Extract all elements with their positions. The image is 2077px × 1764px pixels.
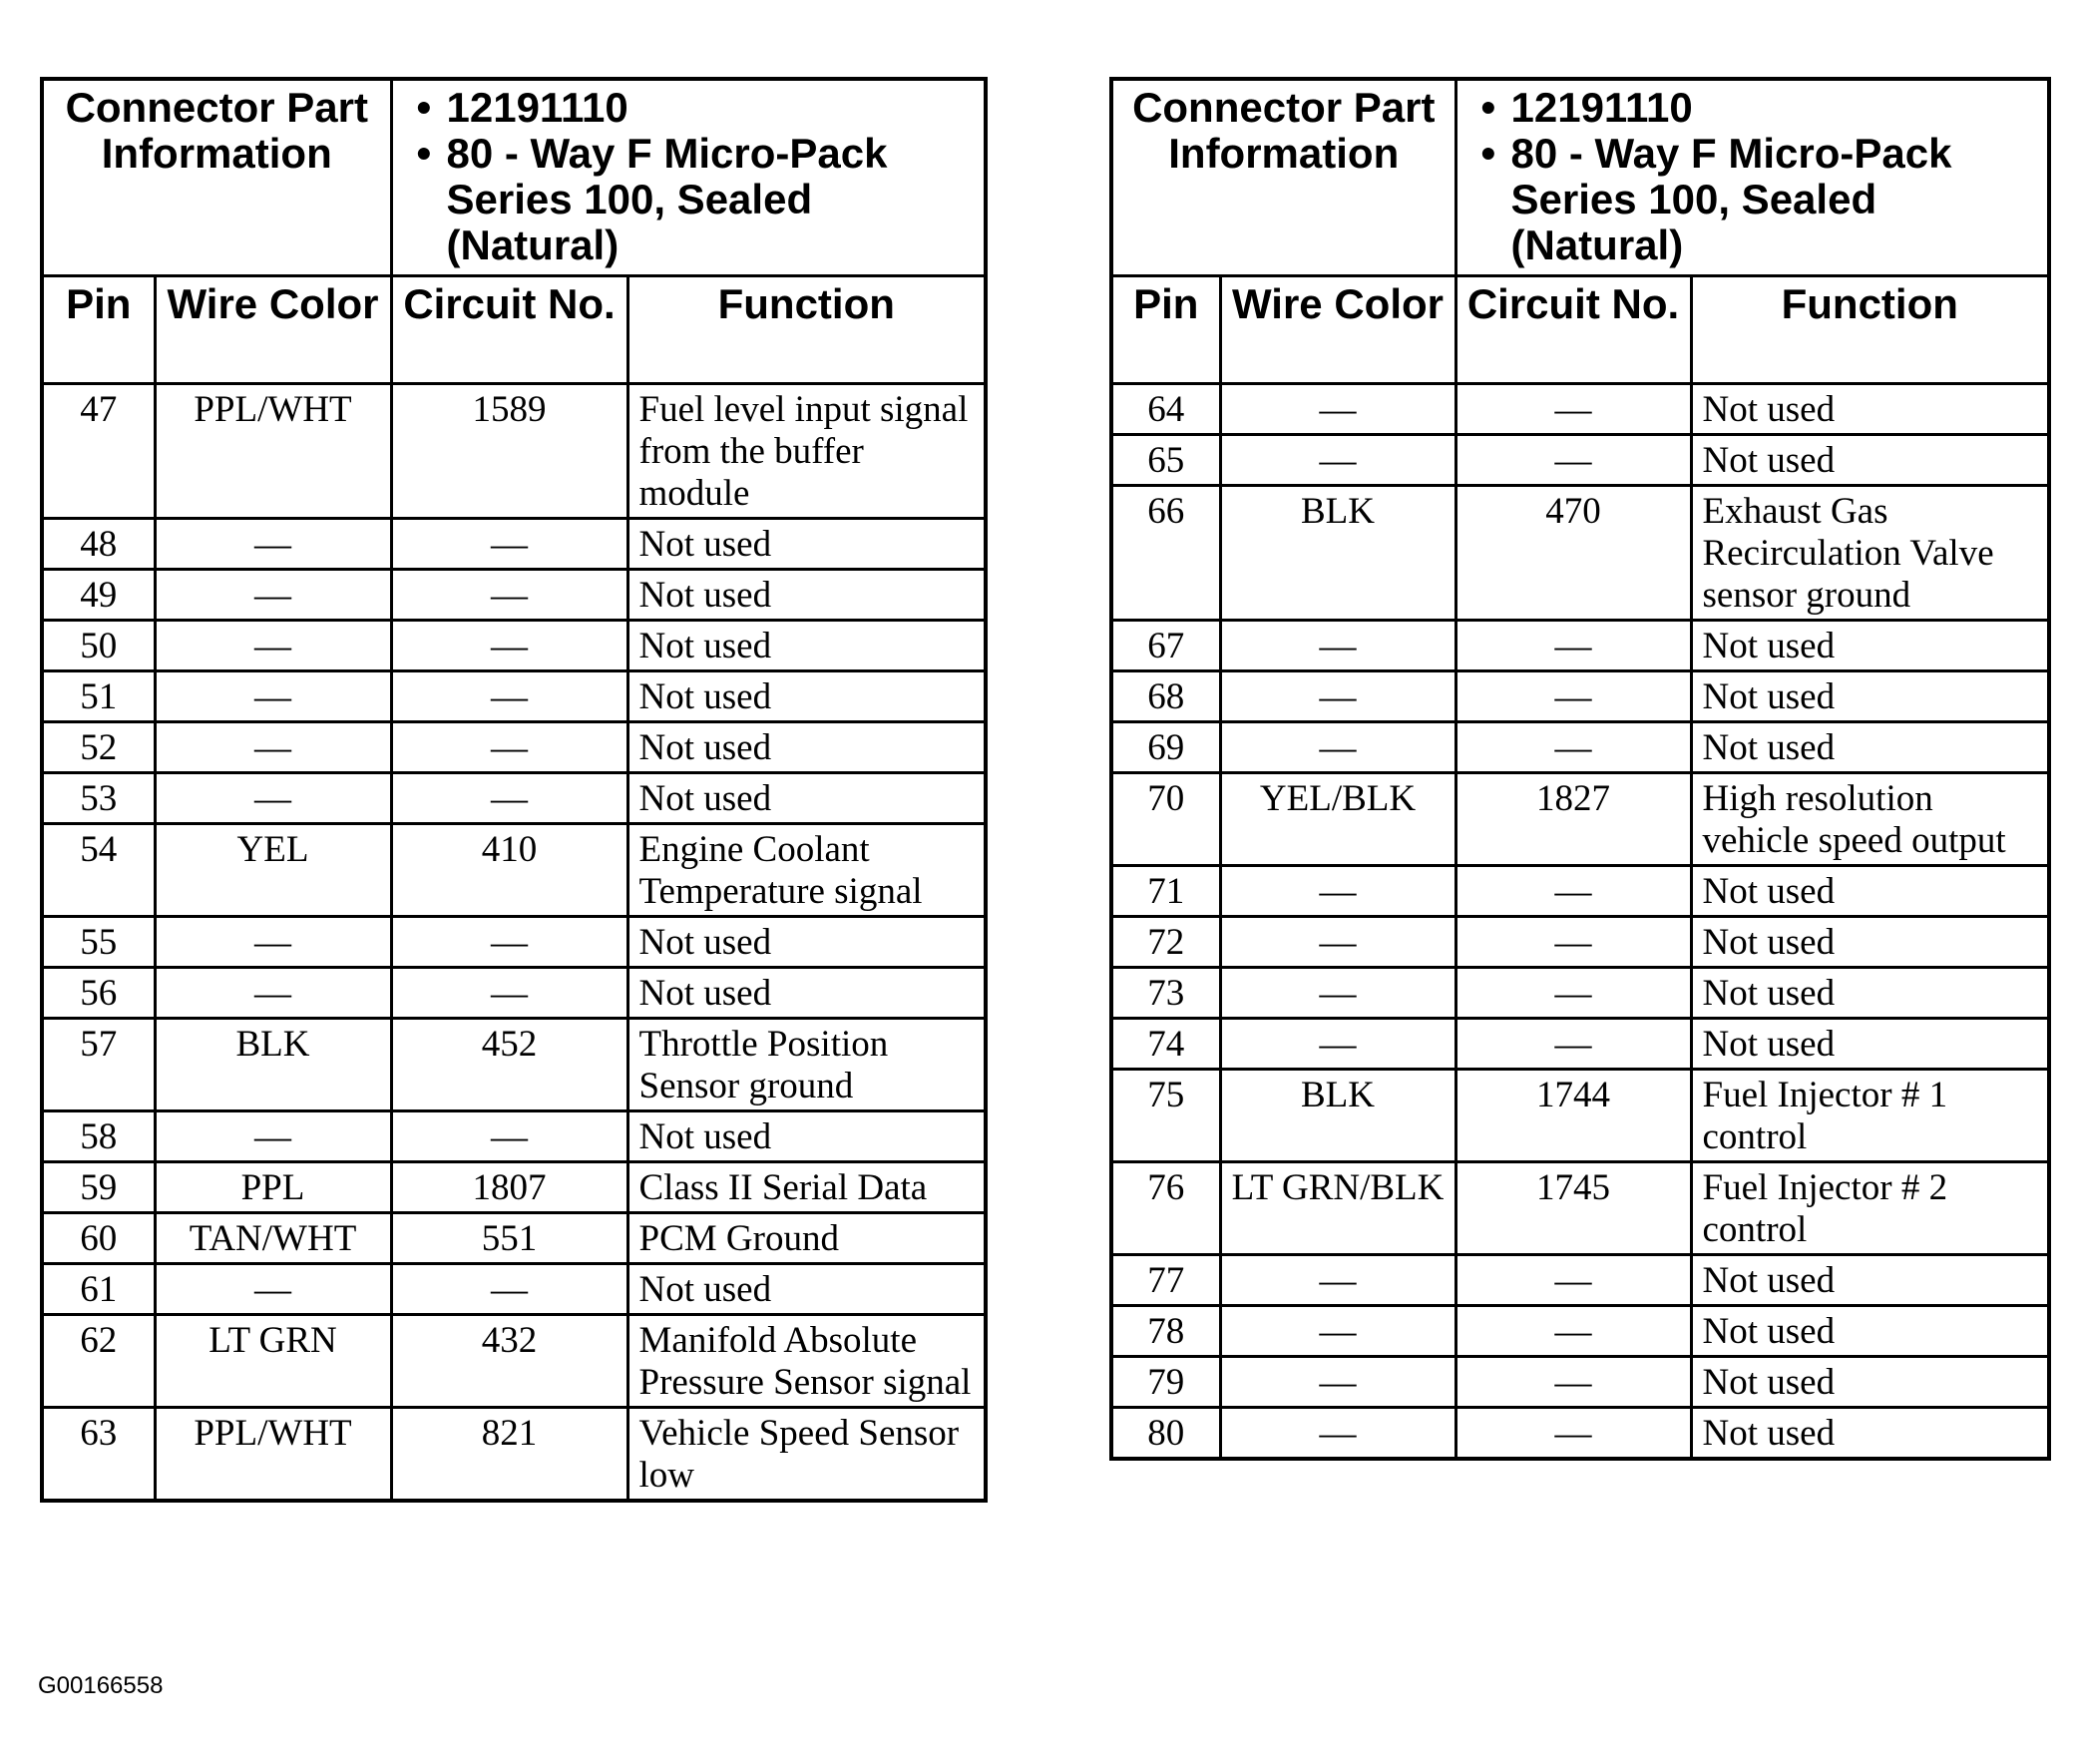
left-table-body <box>42 384 986 1502</box>
circuit-no-cell: — <box>1455 1306 1691 1357</box>
pin-cell: 77 <box>1111 1255 1220 1306</box>
table-row <box>1111 917 2049 968</box>
pin-cell: 63 <box>42 1408 155 1502</box>
table-row <box>42 671 986 722</box>
pin-cell: 73 <box>1111 968 1220 1019</box>
wire-color-cell: PPL <box>155 1162 391 1213</box>
function-cell: Exhaust Gas Recirculation Valve sensor ground <box>1691 486 2049 621</box>
pin-cell: 80 <box>1111 1408 1220 1460</box>
pin-cell: 60 <box>42 1213 155 1264</box>
circuit-no-cell: — <box>1455 1357 1691 1408</box>
pin-cell: 61 <box>42 1264 155 1315</box>
function-cell: Not used <box>627 722 986 773</box>
table-row <box>1111 671 2049 722</box>
table-row <box>1111 1306 2049 1357</box>
circuit-no-cell: — <box>1455 722 1691 773</box>
function-cell: Not used <box>627 570 986 621</box>
function-cell: Vehicle Speed Sensor low <box>627 1408 986 1502</box>
connector-info-row <box>1111 79 2049 276</box>
circuit-no-cell: — <box>1455 1408 1691 1460</box>
wire-color-cell: TAN/WHT <box>155 1213 391 1264</box>
pin-cell: 54 <box>42 824 155 917</box>
part-description: 80 - Way F Micro-Pack Series 100, Sealed (Natural) <box>446 130 888 268</box>
wire-color-cell: — <box>1220 1255 1455 1306</box>
wire-color-cell: BLK <box>155 1019 391 1111</box>
wire-color-cell: — <box>1220 722 1455 773</box>
circuit-no-cell: — <box>1455 671 1691 722</box>
function-cell: Not used <box>627 968 986 1019</box>
function-cell: PCM Ground <box>627 1213 986 1264</box>
wire-color-cell: — <box>1220 1357 1455 1408</box>
connector-part-info-label <box>1111 79 1455 276</box>
pin-cell: 50 <box>42 621 155 671</box>
circuit-no-cell: — <box>1455 435 1691 486</box>
pin-cell: 58 <box>42 1111 155 1162</box>
part-number: 12191110 <box>1510 84 1693 131</box>
pin-cell: 75 <box>1111 1070 1220 1162</box>
pin-cell: 48 <box>42 519 155 570</box>
function-cell: Not used <box>627 671 986 722</box>
circuit-no-cell: — <box>1455 621 1691 671</box>
function-cell: Throttle Position Sensor ground <box>627 1019 986 1111</box>
pin-cell: 66 <box>1111 486 1220 621</box>
table-row <box>42 773 986 824</box>
part-number: 12191110 <box>446 84 628 131</box>
part-description: 80 - Way F Micro-Pack Series 100, Sealed (Natural) <box>1510 130 1952 268</box>
table-row <box>1111 621 2049 671</box>
wire-color-cell: — <box>1220 866 1455 917</box>
function-cell: Not used <box>627 621 986 671</box>
col-header-pin: Pin <box>1111 276 1220 384</box>
pin-cell: 70 <box>1111 773 1220 866</box>
table-row <box>42 1264 986 1315</box>
circuit-no-cell: — <box>391 773 627 824</box>
table-row <box>42 621 986 671</box>
circuit-no-cell: 470 <box>1455 486 1691 621</box>
circuit-no-cell: 1744 <box>1455 1070 1691 1162</box>
table-row <box>42 384 986 519</box>
wire-color-cell: — <box>1220 968 1455 1019</box>
circuit-no-cell: 1745 <box>1455 1162 1691 1255</box>
col-header-wire-color: Wire Color <box>1220 276 1455 384</box>
column-header-row <box>1111 276 2049 384</box>
wire-color-cell: — <box>1220 621 1455 671</box>
table-row <box>1111 1357 2049 1408</box>
function-cell: Not used <box>1691 621 2049 671</box>
part-number-item <box>416 84 985 131</box>
wire-color-cell: BLK <box>1220 1070 1455 1162</box>
table-row <box>42 1213 986 1264</box>
circuit-no-cell: — <box>391 570 627 621</box>
connector-part-info-label <box>42 79 391 276</box>
pin-cell: 47 <box>42 384 155 519</box>
function-cell: Not used <box>627 519 986 570</box>
function-cell: Not used <box>1691 1255 2049 1306</box>
pin-cell: 49 <box>42 570 155 621</box>
circuit-no-cell: — <box>391 1264 627 1315</box>
wire-color-cell: — <box>155 722 391 773</box>
wire-color-cell: YEL/BLK <box>1220 773 1455 866</box>
pin-cell: 64 <box>1111 384 1220 435</box>
circuit-no-cell: 551 <box>391 1213 627 1264</box>
table-row <box>1111 968 2049 1019</box>
pin-cell: 78 <box>1111 1306 1220 1357</box>
pin-cell: 68 <box>1111 671 1220 722</box>
bullet-icon: • <box>416 130 432 177</box>
circuit-no-cell: — <box>391 1111 627 1162</box>
circuit-no-cell: — <box>391 621 627 671</box>
wire-color-cell: — <box>1220 671 1455 722</box>
table-row <box>42 1019 986 1111</box>
circuit-no-cell: — <box>1455 1019 1691 1070</box>
wire-color-cell: LT GRN <box>155 1315 391 1408</box>
pin-cell: 59 <box>42 1162 155 1213</box>
right-table-body <box>1111 384 2049 1460</box>
pin-cell: 51 <box>42 671 155 722</box>
circuit-no-cell: 452 <box>391 1019 627 1111</box>
wire-color-cell: — <box>1220 1019 1455 1070</box>
table-row <box>1111 1019 2049 1070</box>
table-row <box>42 570 986 621</box>
connector-info-row <box>42 79 986 276</box>
pin-cell: 76 <box>1111 1162 1220 1255</box>
part-number-item <box>1480 84 2048 131</box>
pin-cell: 67 <box>1111 621 1220 671</box>
pin-cell: 62 <box>42 1315 155 1408</box>
pin-cell: 55 <box>42 917 155 968</box>
function-cell: Not used <box>1691 917 2049 968</box>
table-row <box>42 968 986 1019</box>
col-header-circuit-no: Circuit No. <box>391 276 627 384</box>
wire-color-cell: — <box>1220 1306 1455 1357</box>
table-row <box>1111 1070 2049 1162</box>
function-cell: Class II Serial Data <box>627 1162 986 1213</box>
table-row <box>42 1111 986 1162</box>
connector-table-left <box>40 77 988 1503</box>
wire-color-cell: — <box>1220 435 1455 486</box>
circuit-no-cell: 1807 <box>391 1162 627 1213</box>
wire-color-cell: PPL/WHT <box>155 1408 391 1502</box>
function-cell: Not used <box>1691 968 2049 1019</box>
table-row <box>1111 866 2049 917</box>
circuit-no-cell: — <box>391 519 627 570</box>
table-row <box>42 917 986 968</box>
circuit-no-cell: — <box>391 917 627 968</box>
circuit-no-cell: — <box>1455 968 1691 1019</box>
table-row <box>1111 1162 2049 1255</box>
circuit-no-cell: 821 <box>391 1408 627 1502</box>
function-cell: Not used <box>1691 1357 2049 1408</box>
wire-color-cell: — <box>155 1111 391 1162</box>
table-row <box>42 824 986 917</box>
wire-color-cell: — <box>155 570 391 621</box>
table-row <box>1111 486 2049 621</box>
figure-code: G00166558 <box>38 1672 164 1699</box>
circuit-no-cell: 1827 <box>1455 773 1691 866</box>
col-header-function: Function <box>627 276 986 384</box>
circuit-no-cell: 432 <box>391 1315 627 1408</box>
col-header-wire-color: Wire Color <box>155 276 391 384</box>
function-cell: Not used <box>1691 722 2049 773</box>
table-row <box>42 519 986 570</box>
wire-color-cell: — <box>155 519 391 570</box>
function-cell: Fuel Injector # 1 control <box>1691 1070 2049 1162</box>
table-row <box>1111 435 2049 486</box>
function-cell: Not used <box>627 1264 986 1315</box>
function-cell: Fuel level input signal from the buffer module <box>627 384 986 519</box>
circuit-no-cell: 410 <box>391 824 627 917</box>
part-description-item <box>1480 130 2048 268</box>
col-header-function: Function <box>1691 276 2049 384</box>
wire-color-cell: — <box>155 1264 391 1315</box>
circuit-no-cell: — <box>391 671 627 722</box>
function-cell: Not used <box>627 917 986 968</box>
wire-color-cell: — <box>155 917 391 968</box>
function-cell: Not used <box>1691 435 2049 486</box>
function-cell: Not used <box>1691 384 2049 435</box>
pin-cell: 52 <box>42 722 155 773</box>
table-row <box>1111 384 2049 435</box>
function-cell: Not used <box>627 1111 986 1162</box>
col-header-pin: Pin <box>42 276 155 384</box>
bullet-icon: • <box>1480 130 1496 177</box>
wire-color-cell: BLK <box>1220 486 1455 621</box>
table-row <box>42 722 986 773</box>
wire-color-cell: YEL <box>155 824 391 917</box>
table-row <box>1111 773 2049 866</box>
function-cell: Not used <box>627 773 986 824</box>
function-cell: Not used <box>1691 866 2049 917</box>
function-cell: Not used <box>1691 1408 2049 1460</box>
wire-color-cell: — <box>1220 917 1455 968</box>
circuit-no-cell: — <box>1455 384 1691 435</box>
pin-cell: 69 <box>1111 722 1220 773</box>
connector-table-right <box>1109 77 2051 1461</box>
table-row <box>42 1408 986 1502</box>
connector-part-info-text: Connector Part Information <box>1132 84 1436 177</box>
wire-color-cell: — <box>1220 384 1455 435</box>
pin-cell: 74 <box>1111 1019 1220 1070</box>
circuit-no-cell: — <box>1455 917 1691 968</box>
pin-cell: 71 <box>1111 866 1220 917</box>
pin-cell: 56 <box>42 968 155 1019</box>
circuit-no-cell: — <box>391 722 627 773</box>
col-header-circuit-no: Circuit No. <box>1455 276 1691 384</box>
wire-color-cell: — <box>155 671 391 722</box>
part-description-item <box>416 130 985 268</box>
function-cell: Not used <box>1691 1306 2049 1357</box>
pin-cell: 53 <box>42 773 155 824</box>
table-row <box>1111 1408 2049 1460</box>
bullet-icon: • <box>416 84 432 131</box>
wire-color-cell: — <box>155 968 391 1019</box>
connector-part-details <box>1455 79 2049 276</box>
function-cell: Not used <box>1691 671 2049 722</box>
pin-cell: 57 <box>42 1019 155 1111</box>
circuit-no-cell: 1589 <box>391 384 627 519</box>
connector-part-info-text: Connector Part Information <box>65 84 368 177</box>
circuit-no-cell: — <box>1455 866 1691 917</box>
pin-cell: 72 <box>1111 917 1220 968</box>
wire-color-cell: — <box>155 773 391 824</box>
function-cell: Not used <box>1691 1019 2049 1070</box>
wire-color-cell: — <box>1220 1408 1455 1460</box>
function-cell: Engine Coolant Temperature signal <box>627 824 986 917</box>
function-cell: Manifold Absolute Pressure Sensor signal <box>627 1315 986 1408</box>
bullet-icon: • <box>1480 84 1496 131</box>
wire-color-cell: LT GRN/BLK <box>1220 1162 1455 1255</box>
table-row <box>42 1162 986 1213</box>
function-cell: Fuel Injector # 2 control <box>1691 1162 2049 1255</box>
connector-part-details <box>391 79 986 276</box>
pin-cell: 65 <box>1111 435 1220 486</box>
wire-color-cell: — <box>155 621 391 671</box>
column-header-row <box>42 276 986 384</box>
wire-color-cell: PPL/WHT <box>155 384 391 519</box>
pin-cell: 79 <box>1111 1357 1220 1408</box>
circuit-no-cell: — <box>1455 1255 1691 1306</box>
table-row <box>1111 1255 2049 1306</box>
circuit-no-cell: — <box>391 968 627 1019</box>
function-cell: High resolution vehicle speed output <box>1691 773 2049 866</box>
table-row <box>1111 722 2049 773</box>
table-row <box>42 1315 986 1408</box>
